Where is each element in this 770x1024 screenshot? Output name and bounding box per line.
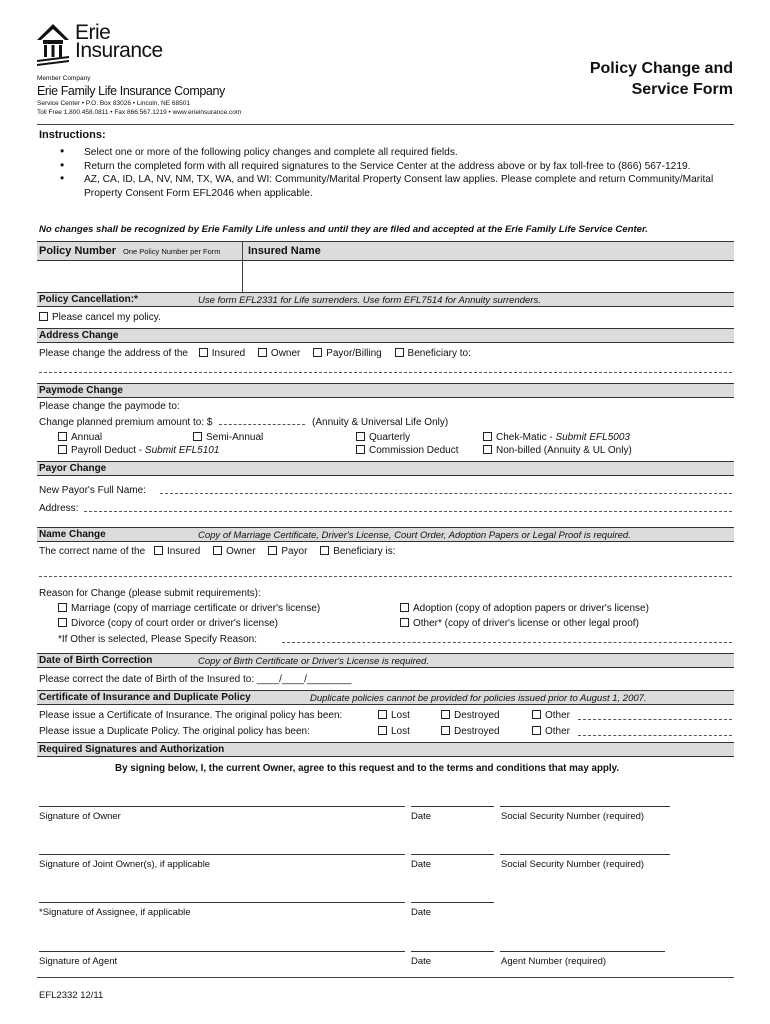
cert-lost-checkbox[interactable] [378, 710, 387, 719]
company-address: Service Center • P.O. Box 83026 • Lincoln, NE 68501 [37, 100, 190, 107]
dob-bar [37, 653, 734, 668]
non-billed-label: Non-billed (Annuity & UL Only) [496, 445, 632, 456]
cert-destroyed [441, 710, 500, 721]
chek-matic-label: Chek-Matic - [496, 432, 556, 443]
paymode-title: Paymode Change [39, 385, 123, 396]
paymode-annual [58, 432, 102, 443]
dup-other-label: Other [545, 726, 571, 737]
company-name: Erie Family Life Insurance Company [37, 84, 225, 98]
cert-other-label: Other [545, 710, 571, 721]
insured-name-label: Insured Name [248, 245, 321, 257]
cert-lost-label: Lost [391, 710, 410, 721]
dup-other [532, 726, 570, 737]
specify-reason-field[interactable] [282, 642, 732, 643]
paymode-chek [483, 432, 630, 443]
agent-signature-field[interactable] [39, 951, 405, 952]
paymode-quarterly [356, 432, 410, 443]
instruction-item: • Select one or more of the following policy changes and complete all required fields. [60, 146, 720, 160]
dup-lost-label: Lost [391, 726, 410, 737]
payor-name-label: New Payor's Full Name: [39, 485, 146, 496]
divorce-checkbox[interactable] [58, 618, 67, 627]
name-change-note: Copy of Marriage Certificate, Driver's License, Court Order, Adoption Papers or Legal Proof is required. [198, 530, 631, 541]
reason-other [400, 618, 639, 629]
footer-divider [37, 977, 734, 978]
payroll-deduct-checkbox[interactable] [58, 445, 67, 454]
payroll-deduct-form: Submit EFL5101 [144, 445, 220, 456]
address-payor-label: Payor/Billing [326, 348, 382, 359]
agent-number-label: Agent Number (required) [501, 956, 607, 967]
semi-annual-checkbox[interactable] [193, 432, 202, 441]
owner-date-field[interactable] [411, 806, 494, 807]
owner-ssn-label: Social Security Number (required) [501, 811, 645, 822]
duplicate-line: Please issue a Duplicate Policy. The original policy has been: [39, 726, 310, 737]
name-insured-label: Insured [166, 546, 201, 557]
header-divider [37, 124, 734, 125]
dup-destroyed-checkbox[interactable] [441, 726, 450, 735]
cert-destroyed-checkbox[interactable] [441, 710, 450, 719]
signatures-title: Required Signatures and Authorization [39, 744, 225, 755]
cancel-policy-checkbox[interactable] [39, 312, 48, 321]
name-change-bar [37, 527, 734, 542]
dup-destroyed [441, 726, 500, 737]
annual-label: Annual [71, 432, 103, 443]
certificate-line: Please issue a Certificate of Insurance. The original policy has been: [39, 710, 343, 721]
address-change-title: Address Change [39, 330, 119, 341]
annual-checkbox[interactable] [58, 432, 67, 441]
policy-number-label: Policy Number [39, 245, 117, 257]
erie-logo [35, 22, 195, 72]
certificate-title: Certificate of Insurance and Duplicate Policy [39, 692, 251, 703]
paymode-commission [356, 445, 458, 456]
assignee-signature-field[interactable] [39, 902, 405, 903]
quarterly-checkbox[interactable] [356, 432, 365, 441]
paymode-nonbilled [483, 445, 632, 456]
form-title-line1: Policy Change and [589, 60, 733, 77]
paymode-semi [193, 432, 263, 443]
payor-address-label: Address: [39, 503, 79, 514]
address-beneficiary-label: Beneficiary to: [407, 348, 471, 359]
dup-destroyed-label: Destroyed [454, 726, 500, 737]
insured-name-field[interactable] [243, 262, 734, 292]
cert-other-checkbox[interactable] [532, 710, 541, 719]
agent-signature-label: Signature of Agent [39, 956, 118, 967]
joint-signature-field[interactable] [39, 854, 405, 855]
dup-lost-checkbox[interactable] [378, 726, 387, 735]
name-change-title: Name Change [39, 529, 106, 540]
reason-adoption [400, 603, 649, 614]
commission-deduct-checkbox[interactable] [356, 445, 365, 454]
payor-address-field[interactable] [84, 511, 732, 512]
address-change-prefix: Please change the address of the [39, 348, 188, 359]
other-reason-label: Other* (copy of driver's license or other legal proof) [413, 618, 639, 629]
owner-ssn-field[interactable] [500, 806, 670, 807]
address-insured-checkbox[interactable] [199, 348, 208, 357]
premium-amount-note: (Annuity & Universal Life Only) [312, 417, 449, 428]
address-change-line[interactable] [39, 372, 732, 373]
non-billed-checkbox[interactable] [483, 445, 492, 454]
address-change-bar [37, 328, 734, 343]
cert-lost [378, 710, 410, 721]
payor-change-bar [37, 461, 734, 476]
address-owner-checkbox[interactable] [258, 348, 267, 357]
marriage-label: Marriage (copy of marriage certificate or driver's license) [71, 603, 321, 614]
address-payor-checkbox[interactable] [313, 348, 322, 357]
dob-title: Date of Birth Correction [39, 655, 153, 666]
dup-other-checkbox[interactable] [532, 726, 541, 735]
name-change-prefix: The correct name of the [39, 546, 146, 557]
joint-date-field[interactable] [411, 854, 494, 855]
signatures-agree: By signing below, I, the current Owner, agree to this request and to the terms and conditions that may apply. [115, 763, 620, 774]
owner-date-label: Date [411, 811, 432, 822]
dob-line[interactable]: Please correct the date of Birth of the Insured to: ____/____/________ [39, 674, 352, 685]
logo-text-erie: Erie [75, 21, 111, 44]
divorce-label: Divorce (copy of court order or driver's license) [71, 618, 278, 629]
payroll-deduct-label: Payroll Deduct - [71, 445, 145, 456]
paymode-payroll [58, 445, 219, 456]
semi-annual-label: Semi-Annual [206, 432, 264, 443]
assignee-date-field[interactable] [411, 902, 494, 903]
logo-text-insurance: Insurance [75, 39, 163, 62]
marriage-checkbox[interactable] [58, 603, 67, 612]
policy-number-note: One Policy Number per Form [123, 247, 221, 256]
instructions-warning: No changes shall be recognized by Erie Family Life unless and until they are filed and accepted at the Erie Family Life Service Center. [39, 224, 648, 235]
adoption-label: Adoption (copy of adoption papers or driver's license) [413, 603, 649, 614]
form-title-line2: Service Form [631, 81, 733, 98]
premium-amount-label: Change planned premium amount to: $ [39, 417, 213, 428]
joint-ssn-field[interactable] [500, 854, 670, 855]
correct-name-field[interactable] [39, 576, 732, 577]
dup-other-field[interactable] [578, 735, 732, 736]
assignee-date-label: Date [411, 907, 432, 918]
certificate-bar [37, 690, 734, 705]
paymode-line1: Please change the paymode to: [39, 401, 180, 412]
commission-deduct-label: Commission Deduct [369, 445, 459, 456]
agent-date-field[interactable] [411, 951, 494, 952]
name-owner-checkbox[interactable] [213, 546, 222, 555]
reason-heading: Reason for Change (please submit requirements): [39, 588, 261, 599]
paymode-line2 [39, 417, 448, 428]
other-reason-checkbox[interactable] [400, 618, 409, 627]
agent-number-field[interactable] [500, 951, 665, 952]
cancellation-bar [37, 292, 734, 307]
address-change-row [39, 348, 471, 359]
instructions-heading: Instructions: [39, 129, 106, 141]
name-owner-label: Owner [226, 546, 256, 557]
company-contact: Toll Free 1.800.458.0811 • Fax 866.567.1219 • www.erieinsurance.com [37, 109, 242, 116]
member-company: Member Company [37, 75, 91, 82]
cert-other [532, 710, 570, 721]
name-change-row [39, 546, 395, 557]
joint-ssn-label: Social Security Number (required) [501, 859, 645, 870]
reason-divorce [58, 618, 278, 629]
adoption-checkbox[interactable] [400, 603, 409, 612]
agent-date-label: Date [411, 956, 432, 967]
dup-lost [378, 726, 410, 737]
address-insured-label: Insured [211, 348, 246, 359]
cancellation-title: Policy Cancellation:* [39, 294, 138, 305]
joint-date-label: Date [411, 859, 432, 870]
owner-signature-field[interactable] [39, 806, 405, 807]
premium-amount-field[interactable] [219, 424, 305, 425]
joint-signature-label: Signature of Joint Owner(s), if applicable [39, 859, 211, 870]
name-payor-checkbox[interactable] [268, 546, 277, 555]
owner-signature-label: Signature of Owner [39, 811, 121, 822]
cancel-policy-label: Please cancel my policy. [52, 312, 161, 323]
address-beneficiary-checkbox[interactable] [395, 348, 404, 357]
reason-marriage [58, 603, 320, 614]
name-beneficiary-label: Beneficiary is: [333, 546, 396, 557]
policy-number-field[interactable] [37, 262, 242, 292]
quarterly-label: Quarterly [369, 432, 411, 443]
name-insured-checkbox[interactable] [154, 546, 163, 555]
chek-matic-form: Submit EFL5003 [555, 432, 630, 443]
cert-other-field[interactable] [578, 719, 732, 720]
cancellation-note: Use form EFL2331 for Life surrenders. Use form EFL7514 for Annuity surrenders. [198, 295, 541, 306]
name-beneficiary-checkbox[interactable] [320, 546, 329, 555]
dob-note: Copy of Birth Certificate or Driver's License is required. [198, 656, 429, 667]
specify-reason-label: *If Other is selected, Please Specify Reason: [58, 634, 257, 645]
name-payor-label: Payor [281, 546, 308, 557]
address-owner-label: Owner [270, 348, 301, 359]
instruction-item: • Return the completed form with all required signatures to the Service Center at the address above or by fax toll-free to (866) 567-1219. [60, 160, 720, 174]
cert-destroyed-label: Destroyed [454, 710, 500, 721]
certificate-note: Duplicate policies cannot be provided for policies issued prior to August 1, 2007. [310, 693, 647, 704]
instructions-list [60, 146, 720, 200]
form-code: EFL2332 12/11 [39, 990, 104, 1001]
payor-name-field[interactable] [160, 493, 732, 494]
chek-matic-checkbox[interactable] [483, 432, 492, 441]
payor-change-title: Payor Change [39, 463, 107, 474]
paymode-bar [37, 383, 734, 398]
instruction-item: • AZ, CA, ID, LA, NV, NM, TX, WA, and WI: Community/Marital Property Consent law applies. Please complete and return Community/Marital Property Consent Form EFL2046 when applicable. [60, 173, 720, 200]
cancel-policy-row [39, 312, 161, 323]
erie-logo-icon [35, 22, 71, 66]
signatures-bar [37, 742, 734, 757]
assignee-signature-label: *Signature of Assignee, if applicable [39, 907, 191, 918]
